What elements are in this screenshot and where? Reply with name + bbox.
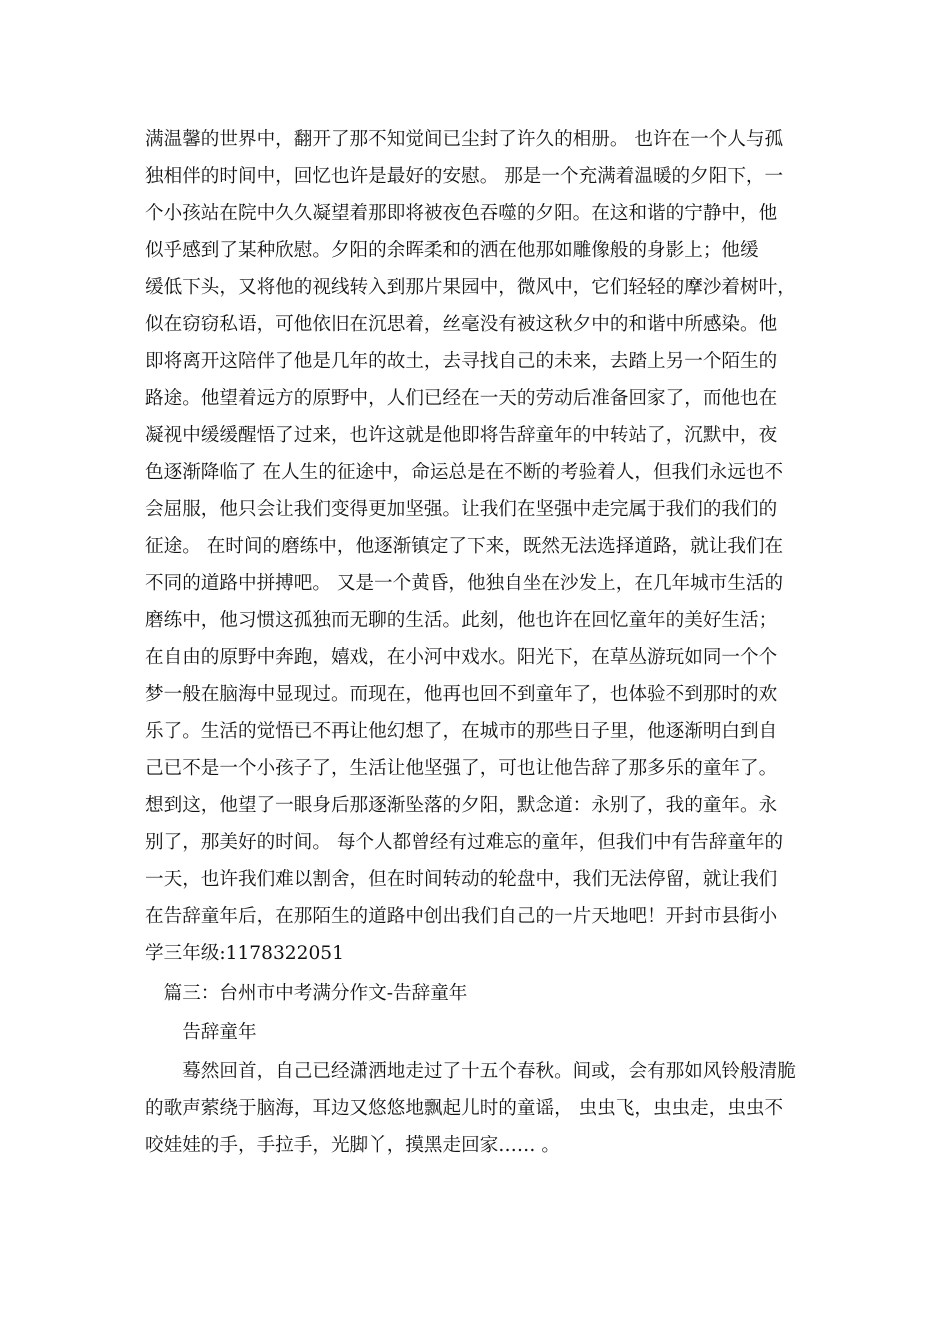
paragraph-line: 即将离开这陪伴了他是几年的故土，去寻找自己的未来，去踏上另一个陌生的 [145, 351, 778, 372]
paragraph-line: 缓低下头，又将他的视线转入到那片果园中，微风中，它们轻轻的摩沙着树叶， [145, 277, 796, 298]
paragraph-line: 征途。 在时间的磨练中，他逐渐镇定了下来，既然无法选择道路，就让我们在 [145, 536, 784, 557]
paragraph-line: 咬娃娃的手，手拉手，光脚丫，摸黑走回家…… 。 [145, 1135, 560, 1156]
paragraph-line: 想到这，他望了一眼身后那逐渐坠落的夕阳，默念道：永别了，我的童年。永 [145, 795, 778, 816]
paragraph-line: 一天，也许我们难以割舍，但在时间转动的轮盘中，我们无法停留，就让我们 [145, 869, 778, 890]
section-heading: 篇三：台州市中考满分作文-告辞童年 [145, 983, 468, 1004]
paragraph-line: 的歌声萦绕于脑海，耳边又悠悠地飘起儿时的童谣， 虫虫飞，虫虫走，虫虫不 [145, 1098, 784, 1119]
paragraph-line: 己已不是一个小孩子了，生活让他坚强了，可也让他告辞了那多乐的童年了。 [145, 758, 778, 779]
paragraph-line: 色逐渐降临了 在人生的征途中，命运总是在不断的考验着人，但我们永远也不 [145, 462, 784, 483]
paragraph-line: 路途。他望着远方的原野中，人们已经在一天的劳动后准备回家了，而他也在 [145, 388, 778, 409]
paragraph-line: 个小孩站在院中久久凝望着那即将被夜色吞噬的夕阳。在这和谐的宁静中，他 [145, 203, 778, 224]
paragraph-line: 满温馨的世界中，翻开了那不知觉间已尘封了许久的相册。 也许在一个人与孤 [145, 129, 784, 150]
paragraph-line: 凝视中缓缓醒悟了过来，也许这就是他即将告辞童年的中转站了，沉默中，夜 [145, 425, 778, 446]
paragraph-line: 似乎感到了某种欣慰。夕阳的余晖柔和的洒在他那如雕像般的身影上；他缓 [145, 240, 759, 261]
paragraph-line: 在自由的原野中奔跑，嬉戏，在小河中戏水。阳光下，在草丛游玩如同一个个 [145, 647, 778, 668]
paragraph-line: 梦一般在脑海中显现过。而现在，他再也回不到童年了，也体验不到那时的欢 [145, 684, 778, 705]
paragraph-line: 在告辞童年后，在那陌生的道路中创出我们自己的一片天地吧！开封市县街小 [145, 906, 778, 927]
paragraph-line: 乐了。生活的觉悟已不再让他幻想了，在城市的那些日子里，他逐渐明白到自 [145, 721, 778, 742]
paragraph-line: 磨练中，他习惯这孤独而无聊的生活。此刻，他也许在回忆童年的美好生活； [145, 610, 778, 631]
paragraph-line: 会屈服，他只会让我们变得更加坚强。让我们在坚强中走完属于我们的我们的 [145, 499, 778, 520]
article-title: 告辞童年 [145, 1022, 257, 1043]
paragraph-line: 学三年级:1178322051 [145, 943, 344, 964]
paragraph-line: 似在窃窃私语，可他依旧在沉思着，丝毫没有被这秋夕中的和谐中所感染。他 [145, 314, 778, 335]
paragraph-line: 独相伴的时间中，回忆也许是最好的安慰。 那是一个充满着温暖的夕阳下，一 [145, 166, 784, 187]
paragraph-line: 蓦然回首，自己已经潇洒地走过了十五个春秋。间或，会有那如风铃般清脆 [145, 1061, 796, 1082]
paragraph-line: 别了，那美好的时间。 每个人都曾经有过难忘的童年，但我们中有告辞童年的 [145, 832, 784, 853]
paragraph-line: 不同的道路中拼搏吧。 又是一个黄昏，他独自坐在沙发上，在几年城市生活的 [145, 573, 784, 594]
